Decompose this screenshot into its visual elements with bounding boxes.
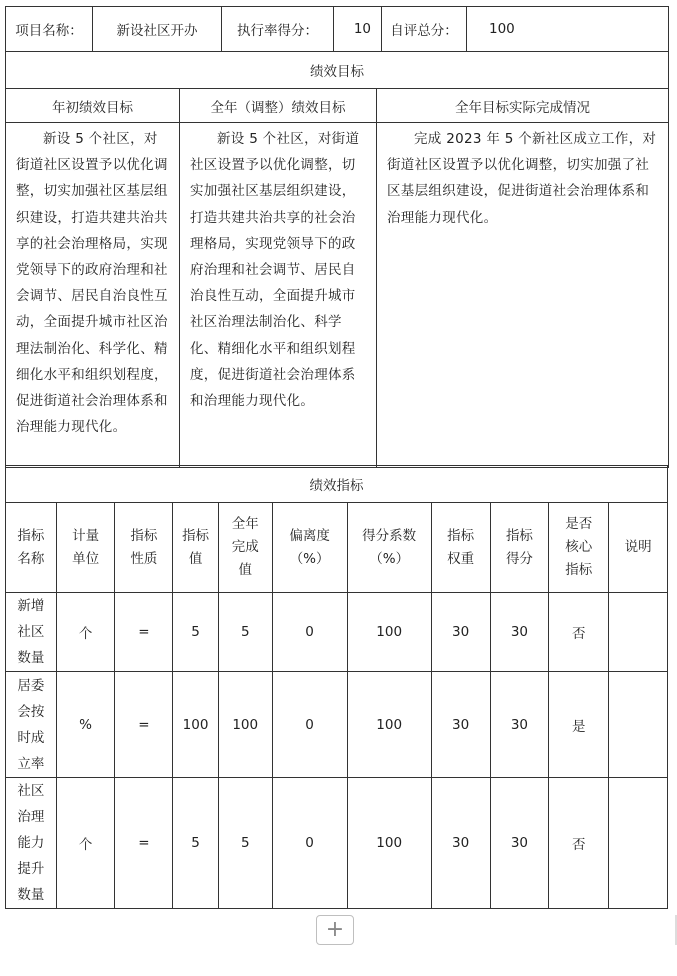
goals-section xyxy=(5,51,669,468)
indicators-section-title: 绩效指标 xyxy=(6,466,668,503)
col-header-actual: 全年 完成 值 xyxy=(218,503,272,593)
exec-score-label: 执行率得分： xyxy=(222,7,334,52)
row-note xyxy=(609,593,668,672)
project-name-label: 项目名称： xyxy=(6,7,93,52)
col-header-coef: 得分系数 （%） xyxy=(347,503,431,593)
row-weight: 30 xyxy=(431,593,490,672)
col-header-deviation: 偏离度 （%） xyxy=(272,503,347,593)
row-score: 30 xyxy=(490,778,549,909)
row-nature: = xyxy=(115,593,173,672)
table-row xyxy=(6,593,668,672)
row-name: 居委 会按 时成 立率 xyxy=(6,672,57,778)
goals-section-title: 绩效目标 xyxy=(6,52,669,89)
row-actual: 100 xyxy=(218,672,272,778)
col-header-unit: 计量 单位 xyxy=(56,503,115,593)
row-actual: 5 xyxy=(218,778,272,909)
project-name-value: 新设社区开办 xyxy=(93,7,222,52)
self-score-label: 自评总分： xyxy=(382,7,467,52)
exec-score-value: 10 xyxy=(334,7,382,52)
row-unit: % xyxy=(56,672,115,778)
initial-goal-text: 新设 5 个社区，对街道社区设置予以优化调整，切实加强社区基层组织建设，打造共建共治共享的社会治理格局，实现党领导下的政府治理和社会调节、居民自治良性互动，全面提升城市社区治理法制治化、科学化、精细化水平和组织划程度，促进街道社会治理体系和治理能力现代化。 xyxy=(6,123,180,468)
row-coef: 100 xyxy=(347,672,431,778)
table-row xyxy=(6,672,668,778)
row-weight: 30 xyxy=(431,778,490,909)
row-core: 否 xyxy=(549,778,609,909)
row-deviation: 0 xyxy=(272,672,347,778)
row-nature: = xyxy=(115,778,173,909)
adjusted-goal-header: 全年（调整）绩效目标 xyxy=(180,89,377,123)
row-target: 5 xyxy=(173,778,219,909)
col-header-core: 是否 核心 指标 xyxy=(549,503,609,593)
row-deviation: 0 xyxy=(272,778,347,909)
row-score: 30 xyxy=(490,593,549,672)
row-target: 5 xyxy=(173,593,219,672)
row-note xyxy=(609,778,668,909)
row-deviation: 0 xyxy=(272,593,347,672)
row-unit: 个 xyxy=(56,778,115,909)
col-header-weight: 指标 权重 xyxy=(431,503,490,593)
row-coef: 100 xyxy=(347,778,431,909)
row-core: 否 xyxy=(549,593,609,672)
row-actual: 5 xyxy=(218,593,272,672)
performance-goals-table xyxy=(5,6,669,52)
row-coef: 100 xyxy=(347,593,431,672)
col-header-name: 指标 名称 xyxy=(6,503,57,593)
col-header-score: 指标 得分 xyxy=(490,503,549,593)
row-name: 社区 治理 能力 提升 数量 xyxy=(6,778,57,909)
row-name: 新增 社区 数量 xyxy=(6,593,57,672)
row-weight: 30 xyxy=(431,672,490,778)
initial-goal-header: 年初绩效目标 xyxy=(6,89,180,123)
performance-indicators-table xyxy=(5,465,668,909)
plus-icon: + xyxy=(325,917,345,942)
actual-completion-header: 全年目标实际完成情况 xyxy=(377,89,669,123)
col-header-target: 指标 值 xyxy=(173,503,219,593)
adjusted-goal-text: 新设 5 个社区，对街道社区设置予以优化调整，切实加强社区基层组织建设，打造共建共治共享的社会治理格局，实现党领导下的政府治理和社会调节、居民自治良性互动，全面提升城市社区治理法制治化、科学化、精细化水平和组织划程度，促进街道社会治理体系和治理能力现代化。 xyxy=(180,123,377,468)
add-row-button[interactable] xyxy=(316,915,354,945)
table-row xyxy=(6,778,668,909)
row-score: 30 xyxy=(490,672,549,778)
row-note xyxy=(609,672,668,778)
row-target: 100 xyxy=(173,672,219,778)
row-nature: = xyxy=(115,672,173,778)
row-core: 是 xyxy=(549,672,609,778)
actual-completion-text: 完成 2023 年 5 个新社区成立工作，对街道社区设置予以优化调整，切实加强了社区基层组织建设，促进街道社会治理体系和治理能力现代化。 xyxy=(377,123,669,468)
row-unit: 个 xyxy=(56,593,115,672)
col-header-note: 说明 xyxy=(609,503,668,593)
self-score-value: 100 xyxy=(467,7,669,52)
col-header-nature: 指标 性质 xyxy=(115,503,173,593)
